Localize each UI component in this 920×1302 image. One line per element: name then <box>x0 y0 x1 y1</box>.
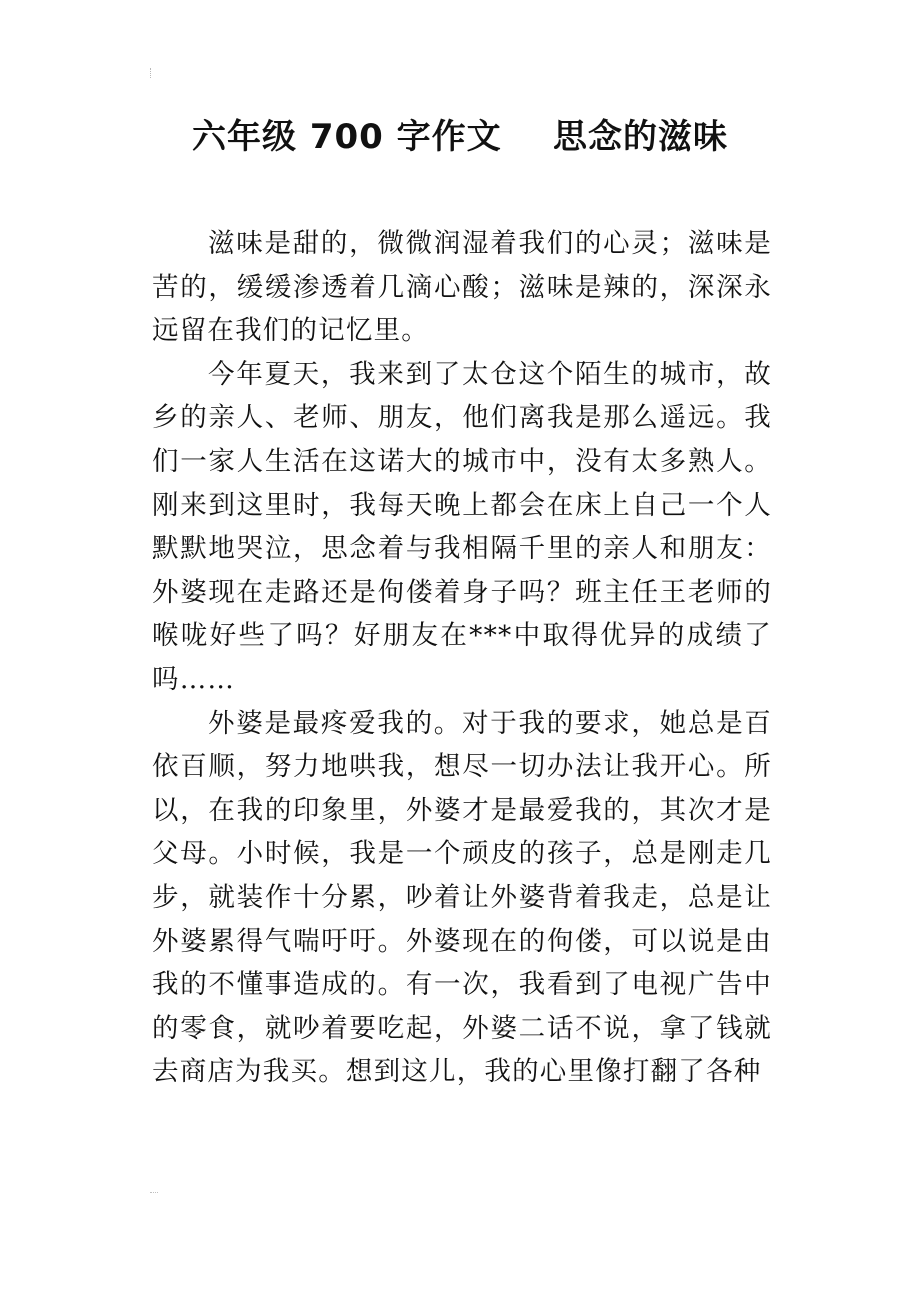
paragraph-1: 滋味是甜的，微微润湿着我们的心灵；滋味是苦的，缓缓渗透着几滴心酸；滋味是辣的，深深永远留在我们的记忆里。 <box>152 228 772 347</box>
essay-body <box>152 222 772 1094</box>
page-title: 六年级 700 字作文 思念的滋味 <box>192 117 728 157</box>
paragraph-3: 外婆是最疼爱我的。对于我的要求，她总是百依百顺，努力地哄我，想尽一切办法让我开心。所以，在我的印象里，外婆才是最爱我的，其次才是父母。小时候，我是一个顽皮的孩子，总是刚走几步，就装作十分累，吵着让外婆背着我走，总是让外婆累得气喘吁吁。外婆现在的佝偻，可以说是由我的不懂事造成的。有一次，我看到了电视广告中的零食，就吵着要吃起，外婆二话不说，拿了钱就去商店为我买。想到这儿，我的心里像打翻了各种 <box>152 707 772 1088</box>
scan-corner-mark <box>150 68 157 78</box>
scan-corner-mark <box>150 1192 158 1201</box>
paragraph-2: 今年夏天，我来到了太仓这个陌生的城市，故乡的亲人、老师、朋友，他们离我是那么遥远。我们一家人生活在这诺大的城市中，没有太多熟人。刚来到这里时，我每天晚上都会在床上自己一个人默默地哭泣，思念着与我相隔千里的亲人和朋友：外婆现在走路还是佝偻着身子吗？班主任王老师的喉咙好些了吗？好朋友在***中取得优异的成绩了吗…… <box>152 358 772 695</box>
